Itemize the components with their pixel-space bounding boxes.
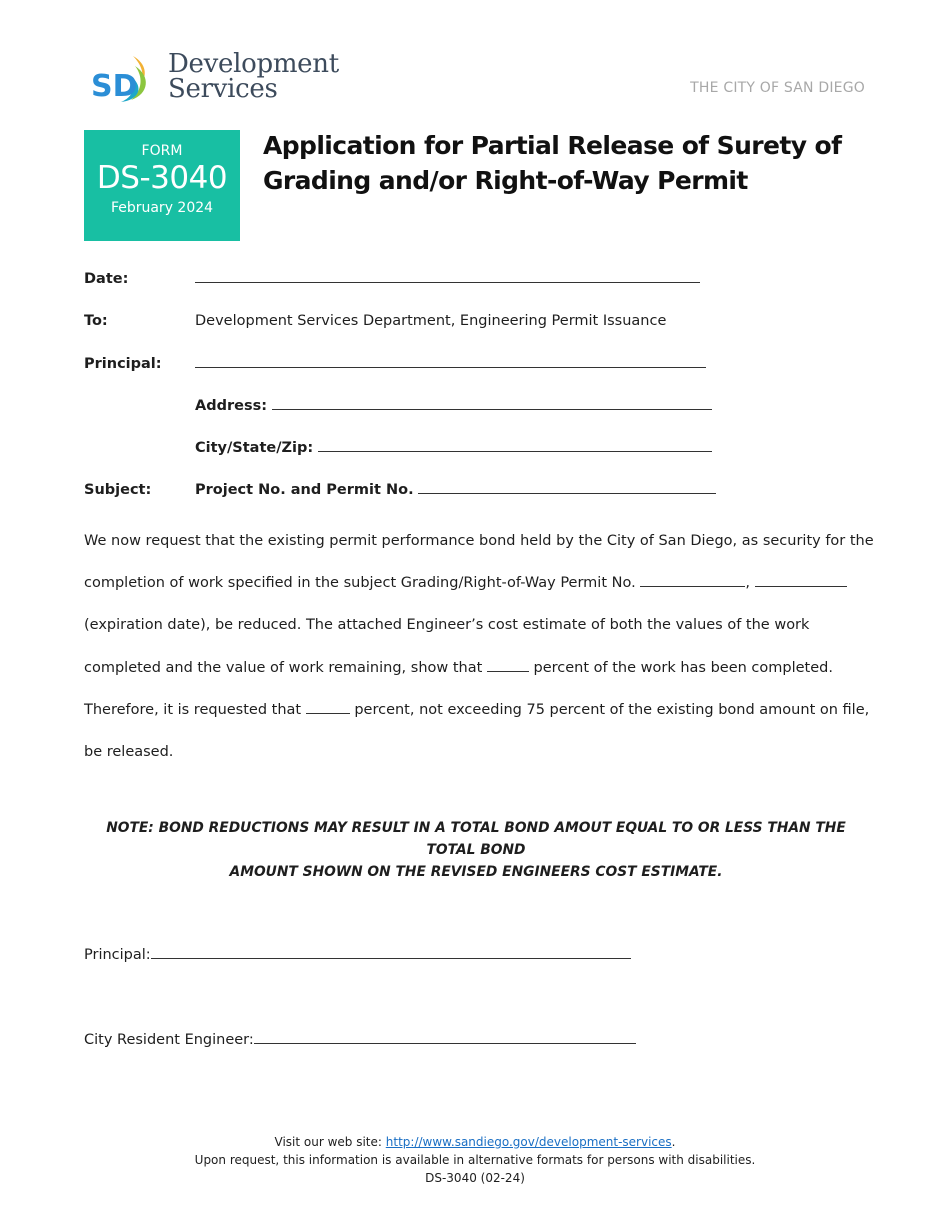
subject-label: Subject: xyxy=(84,482,152,498)
body-line3: (expiration date), be reduced. The attached Engineer’s cost estimate of both the values of the work xyxy=(84,617,810,634)
principal-signature-label: Principal: xyxy=(84,947,151,963)
form-badge xyxy=(84,130,240,241)
address-label: Address: xyxy=(195,398,268,414)
date-row xyxy=(84,268,884,290)
principal-signature-row xyxy=(84,944,631,963)
form-date: February 2024 xyxy=(110,200,214,216)
project-permit-field[interactable] xyxy=(418,479,716,494)
logo-line1: Development xyxy=(168,49,339,79)
city-state-zip-row xyxy=(84,437,884,459)
bond-note: NOTE: BOND REDUCTIONS MAY RESULT IN A TOTAL BOND AMOUT EQUAL TO OR LESS THAN THE TOTAL BOND AMOUNT SHOWN ON THE REVISED ENGINEERS COST ESTIMATE. xyxy=(106,820,846,880)
principal-field[interactable] xyxy=(195,353,706,368)
city-name: THE CITY OF SAN DIEGO xyxy=(690,80,865,96)
body-line6: be released. xyxy=(84,744,174,761)
footer xyxy=(0,1133,950,1187)
request-paragraph xyxy=(84,520,874,773)
title-line1: Application for Partial Release of Surety of xyxy=(263,131,842,160)
to-row xyxy=(84,310,884,332)
website-link[interactable]: http://www.sandiego.gov/development-services xyxy=(385,1135,672,1149)
date-field[interactable] xyxy=(195,268,700,283)
body-line1: We now request that the existing permit performance bond held by the City of San Diego, as security for the xyxy=(84,533,874,549)
body-line4: completed and the value of work remaining, show that percent of the work has been completed. xyxy=(84,659,833,676)
expiration-date-field[interactable] xyxy=(755,574,847,587)
principal-row xyxy=(84,353,884,375)
principal-signature-field[interactable] xyxy=(151,944,631,959)
engineer-signature-label: City Resident Engineer: xyxy=(84,1032,254,1048)
permit-number-field[interactable] xyxy=(640,574,745,587)
to-value: Development Services Department, Engineering Permit Issuance xyxy=(195,313,667,329)
project-permit-label: Project No. and Permit No. xyxy=(195,482,414,498)
engineer-signature-row xyxy=(84,1029,636,1048)
address-row xyxy=(84,395,884,417)
form-number: DS-3040 xyxy=(96,160,228,196)
city-state-zip-label: City/State/Zip: xyxy=(195,440,314,456)
subject-row xyxy=(84,479,884,501)
sd-logo-icon xyxy=(91,54,153,106)
footer-website: Visit our web site: http://www.sandiego.gov/development-services. xyxy=(274,1135,676,1149)
logo-line2: Services xyxy=(168,74,278,104)
body-line2: completion of work specified in the subject Grading/Right-of-Way Permit No. , xyxy=(84,562,874,604)
body-line5: Therefore, it is requested that percent, not exceeding 75 percent of the existing bond amount on file, xyxy=(84,701,870,718)
percent-completed-field[interactable] xyxy=(487,659,529,672)
city-state-zip-field[interactable] xyxy=(318,437,712,452)
page-title xyxy=(263,128,883,198)
date-label: Date: xyxy=(84,271,129,287)
department-name xyxy=(168,49,339,104)
logo-mark: SD xyxy=(91,69,138,104)
principal-label: Principal: xyxy=(84,356,162,372)
to-label: To: xyxy=(84,313,108,329)
form-label: FORM xyxy=(141,143,183,159)
address-field[interactable] xyxy=(272,395,712,410)
engineer-signature-field[interactable] xyxy=(254,1029,636,1044)
footer-form-code: DS-3040 (02-24) xyxy=(425,1171,525,1185)
footer-accessibility: Upon request, this information is available in alternative formats for persons with disabilities. xyxy=(194,1153,756,1167)
percent-released-field[interactable] xyxy=(306,701,350,714)
title-line2: Grading and/or Right-of-Way Permit xyxy=(263,166,748,195)
